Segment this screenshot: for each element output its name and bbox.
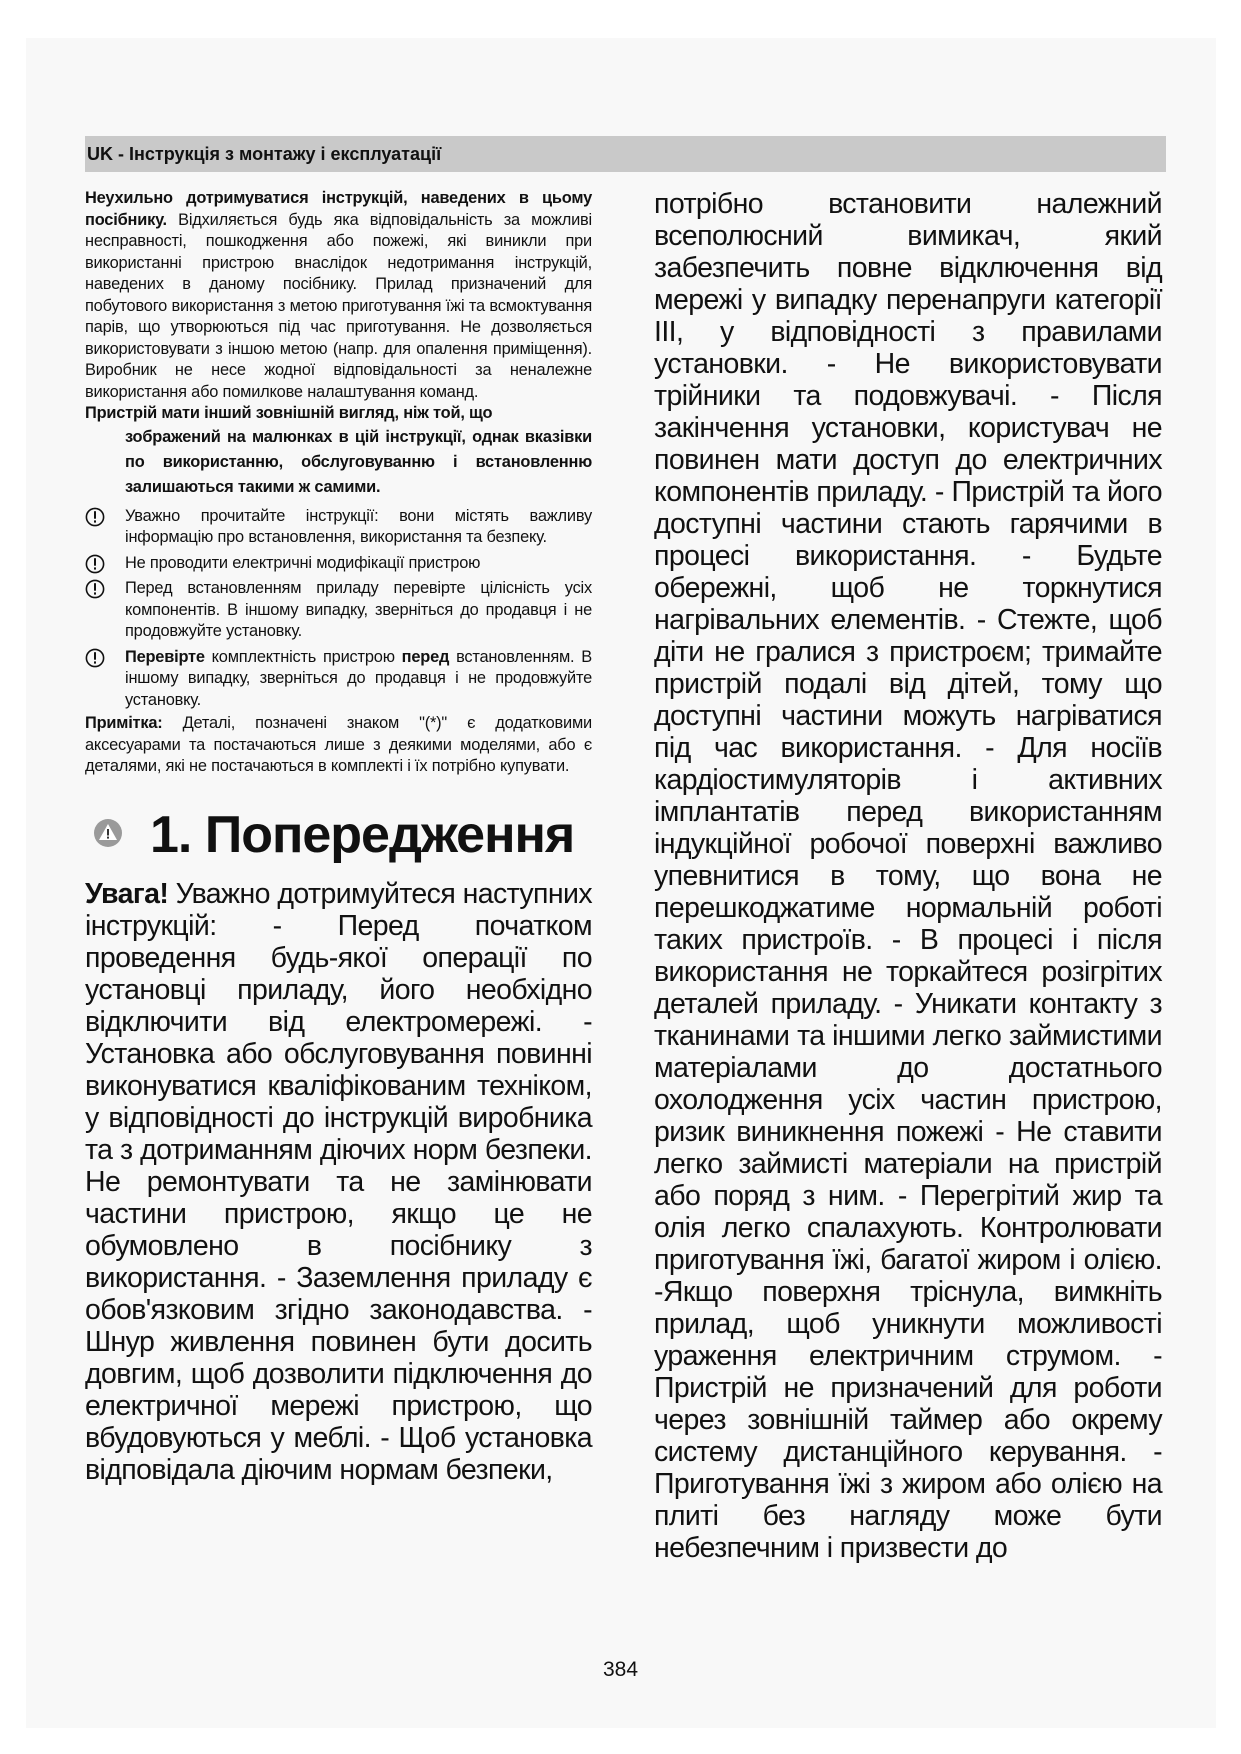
appearance-note-line1: Пристрій мати інший зовнішній вигляд, ніж той, що (85, 404, 493, 422)
exclamation-circle-icon (85, 648, 105, 668)
warning-text: Перед встановленням приладу перевірте цілісність усіх компонентів. В іншому випадку, зверніться до продавця і не продовжуйте установку. (125, 579, 592, 640)
intro-paragraph (85, 188, 592, 403)
warning-bold-end: перед (401, 647, 450, 666)
section-heading (85, 800, 592, 870)
warning-mid: комплектність пристрою (204, 647, 402, 666)
warnings-body-left: Уважно дотримуйтеся наступних інструкцій: - Перед початком проведення будь-якої операції по установці приладу, його необхідно відключити від електромережі. - Установка або обслуговування повинні виконуватися кваліфікованим техніком, у відповідності до інструкцій виробника та з дотриманням діючих норм безпеки. Не ремонтувати та не замінювати частини пристрою, якщо це не обумовлено в посібнику з використання. - Заземлення приладу є обов'язковим згідно законодавства. - Шнур живлення повинен бути досить довгим, щоб дозволити підключення до електричної мережі пристрою, що вбудовуються у меблі. - Щоб установка відповідала діючим нормам безпеки, (85, 877, 592, 1486)
warning-item (85, 647, 592, 712)
exclamation-circle-icon (85, 507, 105, 527)
page-number: 384 (602, 1658, 639, 1681)
warnings-text-right (654, 188, 1162, 1564)
warning-triangle-icon (93, 818, 123, 848)
section-header-bar: UK - Інструкція з монтажу і експлуатації (85, 136, 1166, 172)
exclamation-circle-icon (85, 579, 105, 599)
warning-item (85, 553, 592, 575)
warning-item (85, 506, 592, 549)
attention-label: Увага! (85, 877, 169, 910)
note-text: Деталі, позначені знаком "(*)" є додатковими аксесуарами та постачаються лише з деякими моделями, або є деталями, які не постачаються в комплекті і їх потрібно купувати. (85, 714, 592, 775)
intro-block (85, 188, 592, 778)
intro-lead: Неухильно дотримуватися інструкцій, наведених в цьому посібнику. (85, 189, 592, 229)
warnings-text-left (85, 878, 592, 1486)
section-title: 1. Попередження (150, 805, 575, 864)
appearance-note-rest: зображений на малюнках в цій інструкції, однак вказівки по використанню, обслуговуванню і встановленню залишаються такими ж самими. (125, 427, 592, 496)
warnings-body-right: потрібно встановити належний всеполюсний вимикач, який забезпечить повне відключення від мережі у випадку перенапруги категорії III, у відповідності з правилами установки. - Не використовувати трійники та подовжувачі. - Після закінчення установки, користувач не повинен мати доступ до електричних компонентів приладу. - Пристрій та його доступні частини стають гарячими в процесі використання. - Будьте обережні, щоб не торкнутися нагрівальних елементів. - Стежте, щоб діти не гралися з пристроєм; тримайте пристрій подалі від дітей, тому що доступні частини можуть нагріватися під час використання. - Для носіїв кардіостимуляторів і активних імплантатів перед використанням індукційної робочої поверхні важливо упевнитися в тому, що вона не перешкоджатиме нормальній роботі таких пристроїв. - В процесі і після використання не торкайтеся розігрітих деталей приладу. - Уникати контакту з тканинами та іншими легко займистими матеріалами до достатнього охолодження усіх частин пристрою, ризик виникнення пожежі - Не ставити легко займисті матеріали на пристрій або поряд з ним. - Перегрітий жир та олія легко спалахують. Контролювати приготування їжі, багатої жиром і олією. -Якщо поверхня тріснула, вимкніть прилад, щоб уникнути можливості ураження електричним струмом. - Пристрій не призначений для роботи через зовнішній таймер або окрему систему дистанційного керування. - Приготування їжі з жиром або олією на плиті без нагляду може бути небезпечним і призвести до (654, 188, 1162, 1564)
left-column (85, 188, 592, 1486)
warning-rest: встановленням. В іншому випадку, зверніться до продавця і не продовжуйте установку. (125, 647, 593, 709)
warning-text: Не проводити електричні модифікації пристрою (125, 553, 481, 572)
exclamation-circle-icon (85, 554, 105, 574)
note-paragraph (85, 713, 592, 778)
warning-text: Уважно прочитайте інструкції: вони містять важливу інформацію про встановлення, використання та безпеку. (125, 506, 592, 546)
intro-text: Відхиляється будь яка відповідальність за можливі несправності, пошкодження або пожежі, які виникли при використанні пристрою внаслідок недотримання інструкцій, наведених в даному посібнику. Прилад призначений для побутового використання з метою приготування їжі та всмоктування парів, що утворюються під час приготування. Не дозволяється використовувати з іншою метою (напр. для опалення приміщення). Виробник не несе жодної відповідальності за неналежне використання або помилкове налаштування команд. (85, 210, 592, 401)
right-column (654, 188, 1162, 1564)
warning-bold-start: Перевірте (125, 647, 205, 666)
note-label: Примітка: (85, 714, 163, 732)
warning-item (85, 578, 592, 643)
